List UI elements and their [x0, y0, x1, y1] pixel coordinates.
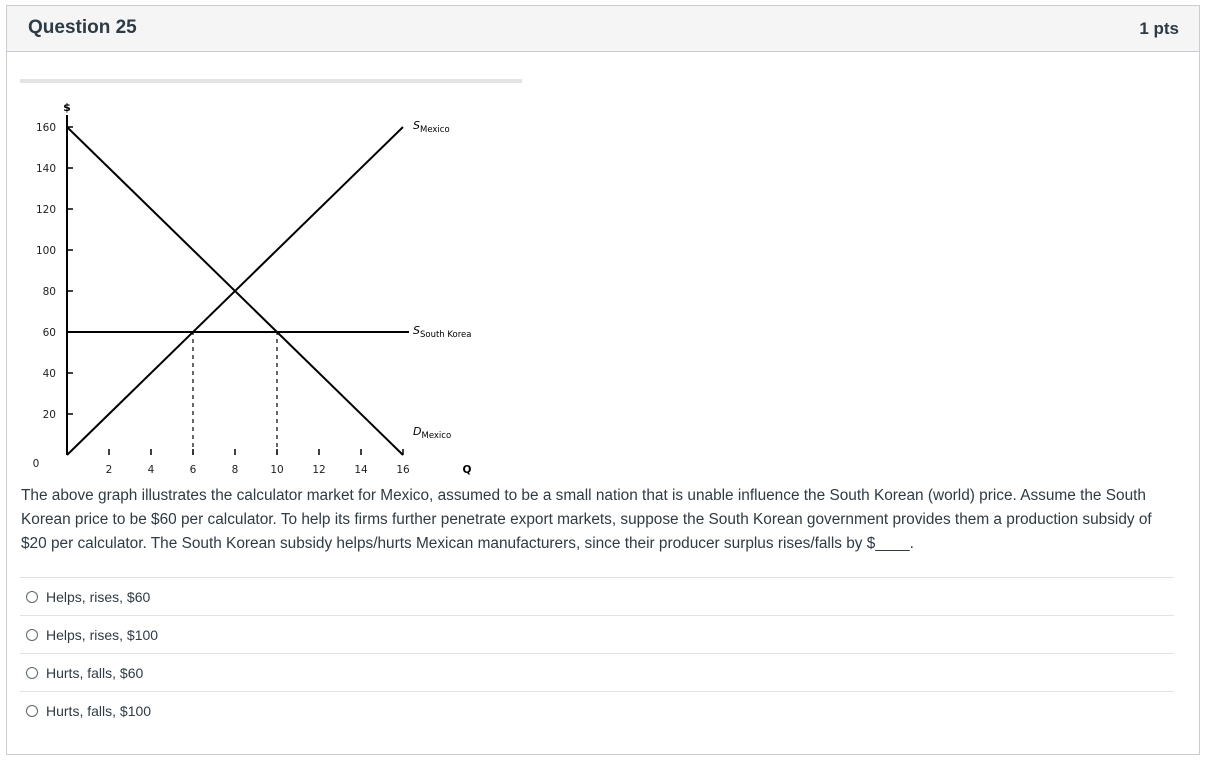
answer-label: Helps, rises, $100: [46, 626, 159, 643]
series-label: $S_{South Korea}$: [413, 324, 472, 340]
y-tick-label: 40: [42, 368, 56, 380]
x-tick-label: 14: [354, 464, 368, 476]
answer-option[interactable]: [20, 615, 1174, 653]
x-tick-label: 4: [147, 464, 155, 476]
radio-icon[interactable]: [26, 591, 38, 603]
answer-label: Helps, rises, $60: [46, 588, 151, 605]
radio-icon[interactable]: [26, 629, 38, 641]
y-tick-label: 20: [42, 409, 56, 421]
answer-label: Hurts, falls, $100: [46, 702, 152, 719]
y-tick-label: 100: [35, 245, 56, 257]
answer-label: Hurts, falls, $60: [46, 664, 144, 681]
x-tick-label: 12: [312, 464, 326, 476]
question-header: [7, 6, 1199, 52]
question-text: The above graph illustrates the calculator market for Mexico, assumed to be a small nation that is unable influence the South Korean (world) price. Assume the South Korean price to be $60 per calculator. To help its firms further penetrate export markets, suppose the South Korean government provides them a production subsidy of $20 per calculator. The South Korean subsidy helps/hurts Mexican manufacturers, since their producer surplus rises/falls by $____.: [21, 487, 1152, 552]
series-label: $S_{Mexico}$: [413, 119, 450, 135]
y-tick-label: 120: [35, 204, 56, 216]
x-tick-label: 8: [231, 464, 239, 476]
x-tick-label: 16: [396, 464, 410, 476]
answer-option[interactable]: [20, 577, 1174, 615]
y-axis-label: $: [63, 101, 71, 114]
supply-demand-graph: [20, 73, 522, 481]
x-tick-label: 10: [270, 464, 284, 476]
graph-top-rule: [20, 79, 522, 83]
y-tick-label: 60: [42, 327, 56, 339]
radio-icon[interactable]: [26, 667, 38, 679]
answer-option[interactable]: [20, 691, 1174, 729]
answer-option[interactable]: [20, 653, 1174, 691]
x-tick-label: 6: [189, 464, 197, 476]
y-tick-label: 160: [35, 122, 56, 134]
x-axis-label: Q: [462, 464, 472, 476]
question-points: 1 pts: [1139, 19, 1179, 38]
radio-icon[interactable]: [26, 705, 38, 717]
y-tick-label: 80: [42, 286, 56, 298]
y-tick-label: 140: [35, 163, 56, 175]
series-label: $D_{Mexico}$: [413, 425, 452, 441]
origin-label: 0: [32, 458, 40, 470]
question-title: Question 25: [28, 17, 137, 38]
x-tick-label: 2: [105, 464, 113, 476]
answer-list: [20, 577, 1174, 729]
